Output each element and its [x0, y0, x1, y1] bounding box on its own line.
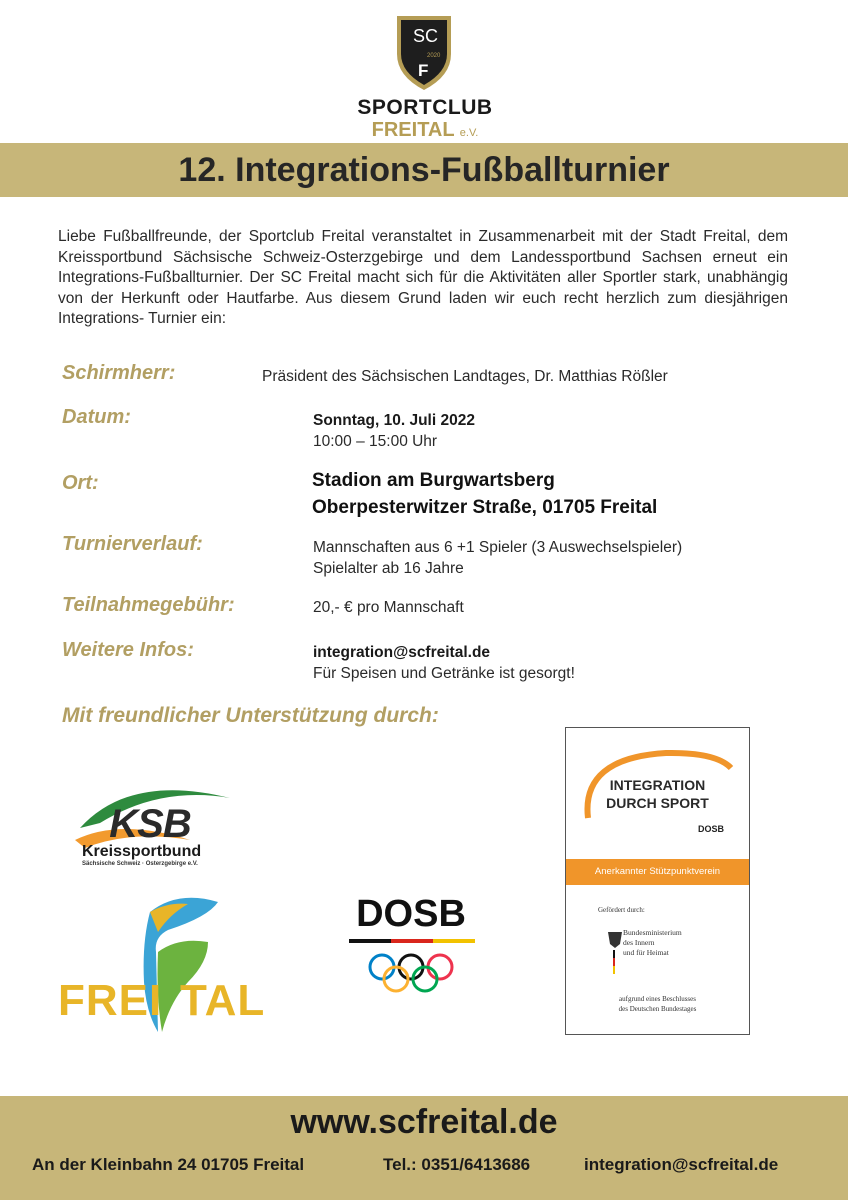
weitere-infos-value	[313, 642, 575, 684]
integration-durch-sport-card	[565, 727, 750, 1035]
card-bottom-text	[566, 994, 749, 1014]
crest-year-text: 2020	[427, 53, 441, 59]
datum-value	[313, 410, 475, 452]
card-ministry-line1: Bundesministerium	[623, 928, 682, 937]
schirmherr-value: Präsident des Sächsischen Landtages, Dr. Matthias Rößler	[262, 368, 668, 385]
card-band: Anerkannter Stützpunktverein	[566, 859, 749, 885]
teilnahmegebuehr-label: Teilnahmegebühr:	[62, 594, 235, 616]
card-ministry-line2: des Innern	[623, 938, 655, 947]
weitere-infos-label: Weitere Infos:	[62, 639, 194, 661]
footer-website-link[interactable]: www.scfreital.de	[290, 1103, 558, 1141]
ort-label: Ort:	[62, 472, 99, 494]
card-title	[566, 776, 749, 812]
ort-line1: Stadion am Burgwartsberg	[312, 470, 555, 491]
verlauf-line2: Spielalter ab 16 Jahre	[313, 560, 464, 577]
datum-line1: Sonntag, 10. Juli 2022	[313, 412, 475, 429]
support-heading: Mit freundlicher Unterstützung durch:	[62, 704, 439, 727]
dosb-logo	[345, 893, 480, 1003]
freital-logo-left: FREI	[58, 976, 163, 1025]
logo-name-line1: SPORTCLUB	[357, 96, 493, 119]
infos-email-link[interactable]: integration@scfreital.de	[313, 644, 491, 661]
logo-name-freital: FREITAL	[371, 119, 455, 141]
datum-label: Datum:	[62, 406, 131, 428]
footer-phone[interactable]: Tel.: 0351/6413686	[383, 1155, 531, 1174]
crest-f-text: F	[418, 61, 429, 80]
ksb-sub: Sächsische Schweiz · Osterzgebirge e.V.	[82, 861, 198, 867]
turnierverlauf-label: Turnierverlauf:	[62, 533, 203, 555]
card-bottom-line1: aufgrund eines Beschlusses	[619, 995, 696, 1003]
ort-line2: Oberpesterwitzer Straße, 01705 Freital	[312, 497, 658, 518]
infos-line2: Für Speisen und Getränke ist gesorgt!	[313, 665, 575, 682]
verlauf-line1: Mannschaften aus 6 +1 Spieler (3 Auswechselspieler)	[313, 539, 683, 556]
page-title: 12. Integrations-Fußballturnier	[178, 151, 670, 189]
card-gefoerdert: Gefördert durch:	[598, 906, 645, 914]
dosb-logo-text: DOSB	[356, 893, 466, 935]
club-crest-icon	[393, 12, 455, 92]
freital-city-logo	[58, 892, 268, 1037]
logo-name-line2	[350, 119, 500, 142]
ksb-logo-text: KSB	[109, 802, 191, 846]
card-title-line2: DURCH SPORT	[606, 795, 709, 811]
logo-name-suffix: e.V.	[459, 127, 479, 139]
ort-value	[312, 467, 657, 521]
crest-sc-text: SC	[413, 26, 439, 46]
sportclub-freital-logo	[350, 8, 500, 140]
turnierverlauf-value	[313, 537, 682, 579]
ksb-name: Kreissportbund	[82, 843, 202, 860]
ksb-logo	[70, 778, 240, 870]
teilnahmegebuehr-value: 20,- € pro Mannschaft	[313, 599, 464, 616]
datum-line2: 10:00 – 15:00 Uhr	[313, 433, 438, 450]
footer-address: An der Kleinbahn 24 01705 Freital	[32, 1155, 305, 1174]
card-ministry	[623, 928, 733, 958]
footer-email-link[interactable]: integration@scfreital.de	[584, 1155, 779, 1174]
freital-logo-right: TAL	[180, 976, 266, 1025]
intro-paragraph: Liebe Fußballfreunde, der Sportclub Freital veranstaltet in Zusammenarbeit mit der Stadt Freital, dem Kreissportbund Sächsische Schweiz-Osterzgebirge und dem Landessportbund Sachsen erneut ein Integrations-Fußballturnier. Der SC Freital macht sich für die Aktivitäten aller Sportler stark, unabhängig von der Herkunft oder Hautfarbe. Aus diesem Grund laden wir euch recht herzlich zum diesjährigen Integrations- Turnier ein:	[58, 228, 788, 327]
card-bottom-line2: des Deutschen Bundestages	[618, 1005, 697, 1013]
olympic-rings-icon	[345, 939, 480, 1009]
schirmherr-label: Schirmherr:	[62, 362, 176, 384]
card-ministry-line3: und für Heimat	[623, 948, 669, 957]
card-dosb: DOSB	[697, 824, 724, 834]
card-title-line1: INTEGRATION	[609, 777, 706, 793]
